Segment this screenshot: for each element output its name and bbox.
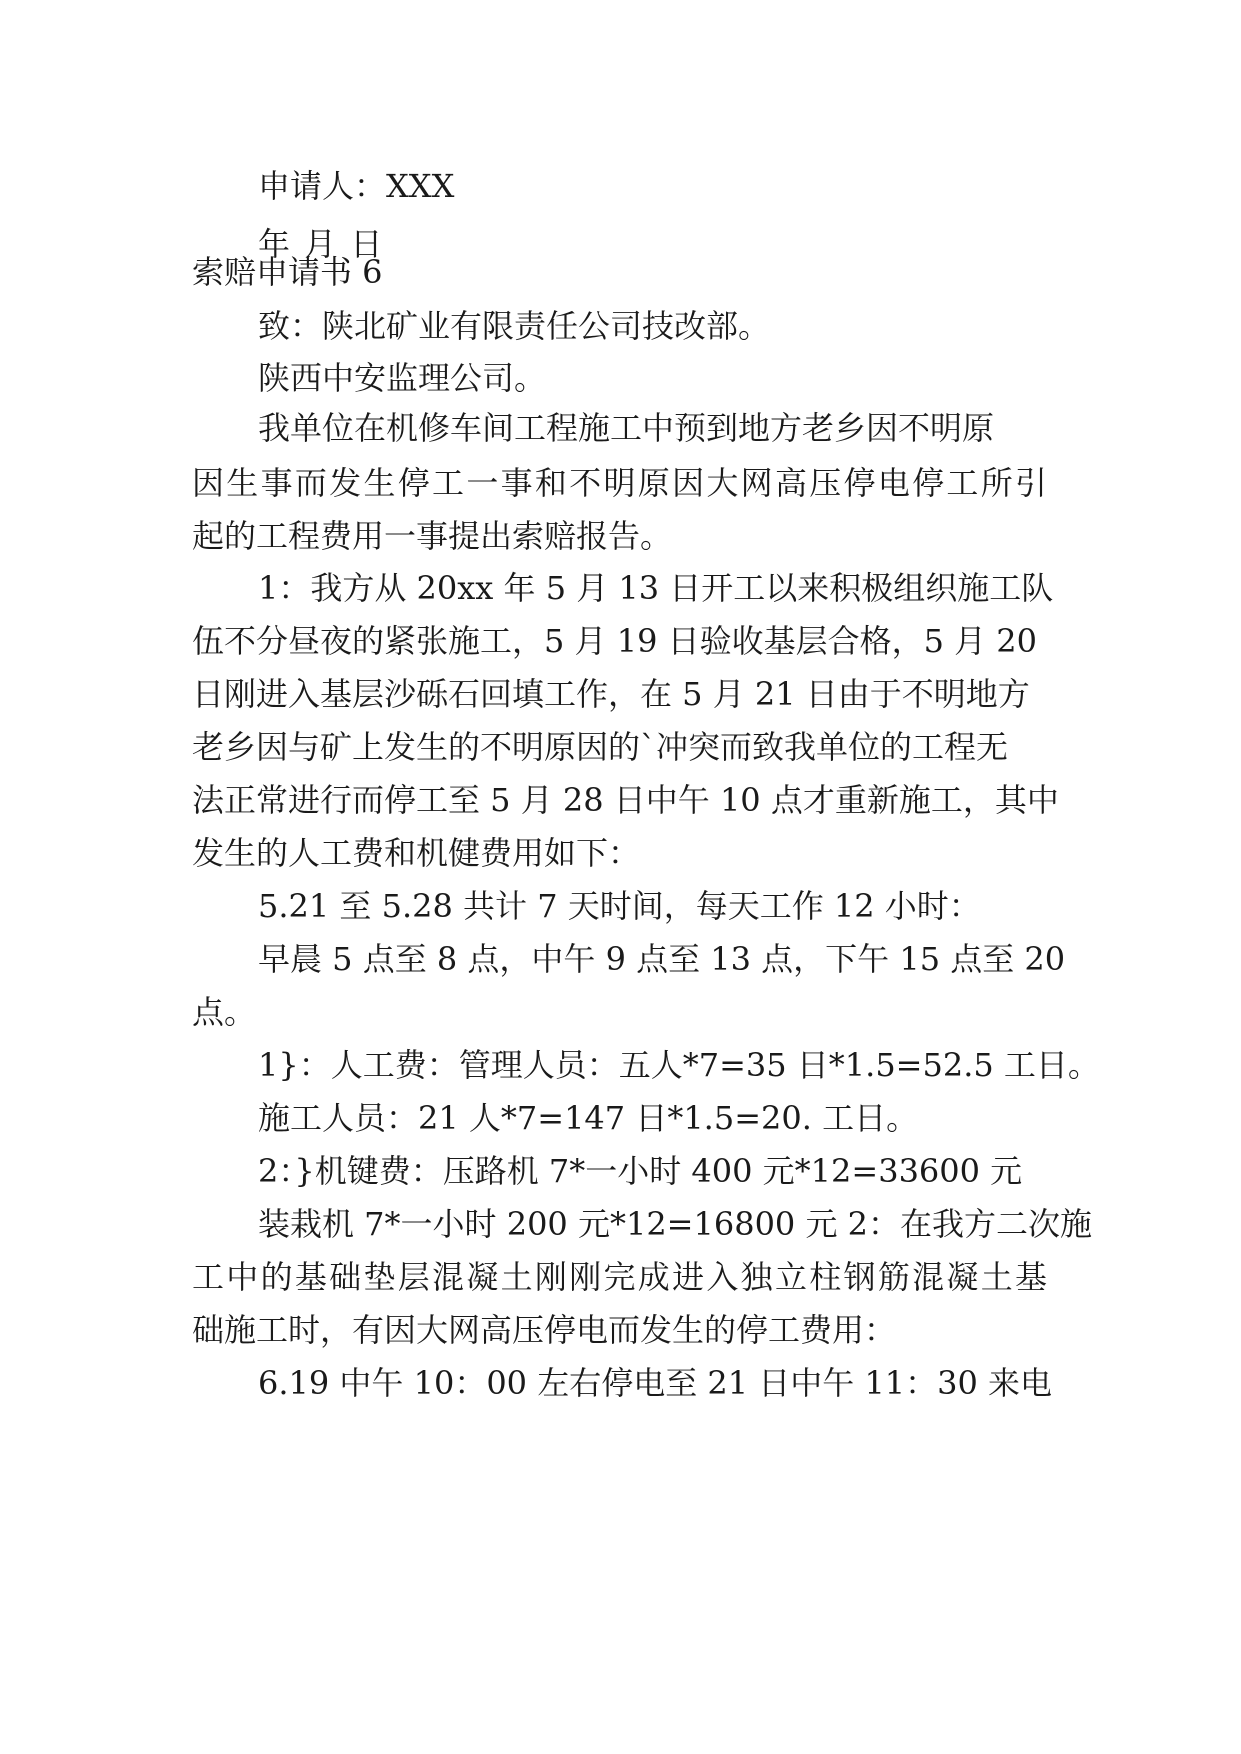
paragraph-line: 发生的人工费和机健费用如下：	[192, 834, 641, 872]
recipient-line: 致：陕北矿业有限责任公司技改部。	[258, 307, 771, 345]
paragraph-line: 工中的基础垫层混凝土刚刚完成进入独立柱钢筋混凝土基	[192, 1258, 1048, 1296]
labor-cost-line: 1}：人工费：管理人员：五人*7=35 日*1.5=52.5 工日。	[258, 1046, 1100, 1084]
paragraph-line: 础施工时，有因大网高压停电而发生的停工费用：	[192, 1311, 897, 1349]
paragraph-line: 日刚进入基层沙砾石回填工作，在 5 月 21 日由于不明地方	[192, 675, 1030, 713]
labor-cost-line-2: 施工人员：21 人*7=147 日*1.5=20. 工日。	[258, 1099, 919, 1137]
paragraph-line: 法正常进行而停工至 5 月 28 日中午 10 点才重新施工，其中	[192, 781, 1059, 819]
paragraph-line: 我单位在机修车间工程施工中预到地方老乡因不明原	[258, 409, 995, 447]
paragraph-line: 装栽机 7*一小时 200 元*12=16800 元 2：在我方二次施	[258, 1205, 1092, 1243]
paragraph-line: 1：我方从 20xx 年 5 月 13 日开工以来积极组织施工队	[258, 569, 1054, 607]
paragraph-line: 老乡因与矿上发生的不明原因的`冲突而致我单位的工程无	[192, 728, 1009, 766]
date-line: 年 月 日	[258, 225, 383, 263]
paragraph-line: 6.19 中午 10：00 左右停电至 21 日中午 11：30 来电	[258, 1364, 1053, 1402]
paragraph-line: 5.21 至 5.28 共计 7 天时间，每天工作 12 小时：	[258, 887, 981, 925]
paragraph-line: 点。	[192, 993, 257, 1031]
machine-cost-line: 2：}机键费：压路机 7*一小时 400 元*12=33600 元	[258, 1152, 1023, 1190]
recipient-line-2: 陕西中安监理公司。	[258, 359, 547, 397]
applicant-line: 申请人：XXX	[258, 167, 455, 205]
paragraph-line: 伍不分昼夜的紧张施工，5 月 19 日验收基层合格，5 月 20	[192, 622, 1038, 660]
paragraph-line: 早晨 5 点至 8 点，中午 9 点至 13 点，下午 15 点至 20	[258, 940, 1066, 978]
section-title: 索赔申请书 6	[192, 253, 383, 291]
paragraph-line: 起的工程费用一事提出索赔报告。	[192, 517, 673, 555]
paragraph-line: 因生事而发生停工一事和不明原因大网高压停电停工所引	[192, 464, 1048, 502]
